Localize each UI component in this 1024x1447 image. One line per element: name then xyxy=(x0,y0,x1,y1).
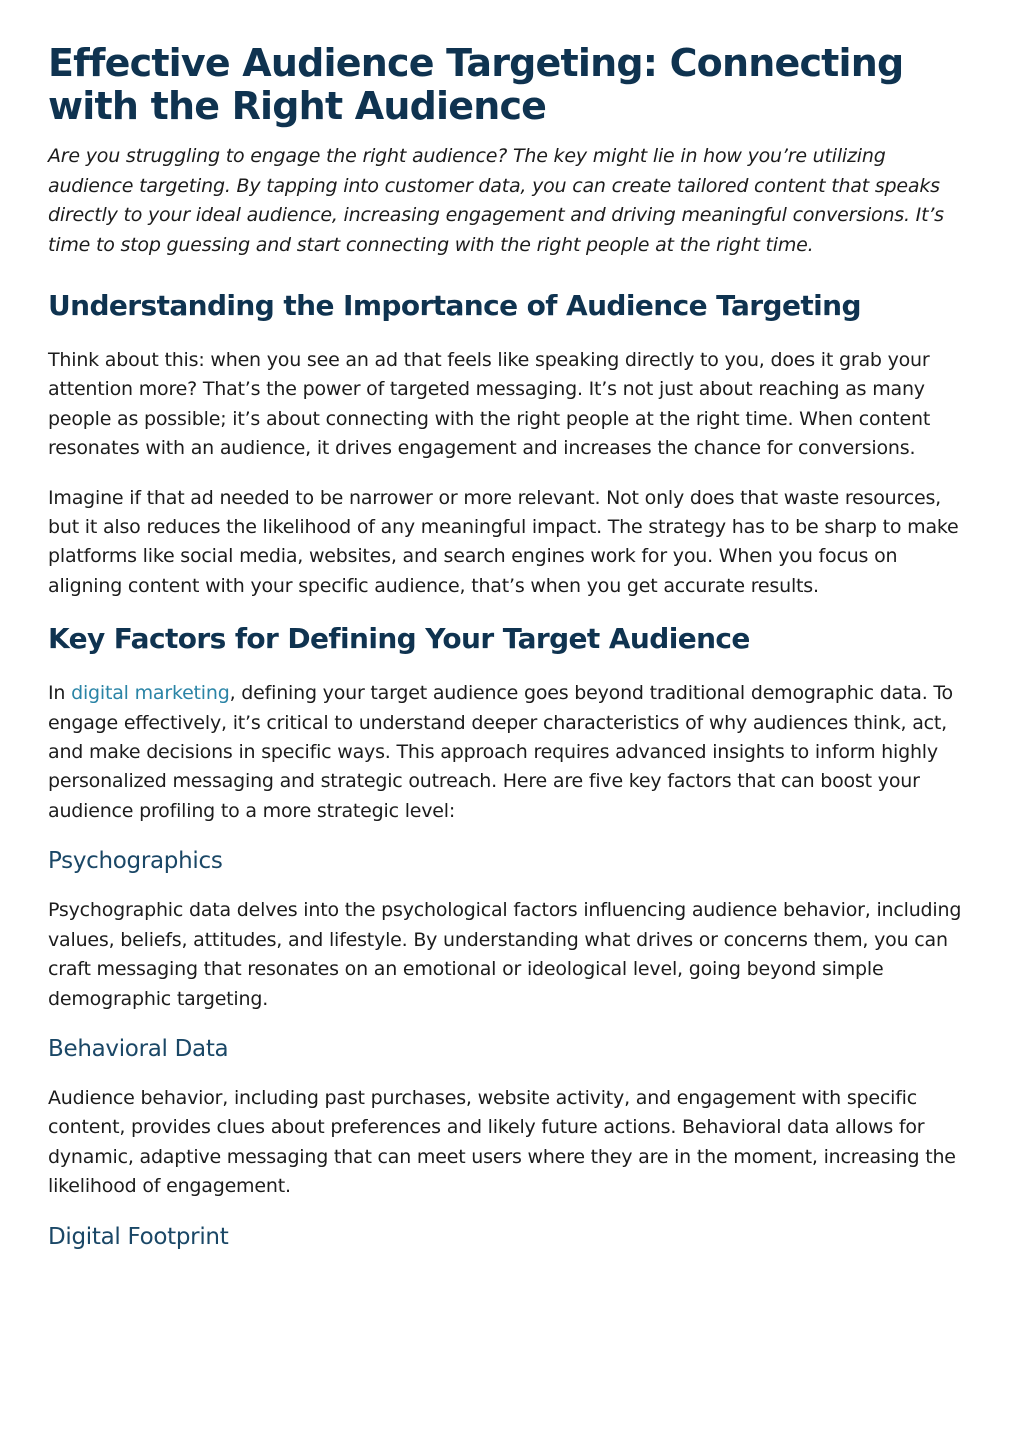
section-paragraph: Imagine if that ad needed to be narrower or more relevant. Not only does that waste resources, but it also reduces the likelihood of any meaningful impact. The strategy has to be sharp to make platforms like social media, websites, and search engines work for you. When you focus on aligning content with your specific audience, that’s when you get accurate results. xyxy=(48,486,959,597)
digital-marketing-link[interactable]: digital marketing xyxy=(71,682,230,705)
subsection-paragraph: Audience behavior, including past purchases, website activity, and engagement with specific content, provides clues about preferences and likely future actions. Behavioral data allows for dynamic, adaptive messaging that can meet users where they are in the moment, increasing the likelihood of engagement. xyxy=(48,1086,956,1198)
article-intro: Are you struggling to engage the right audience? The key might lie in how you’re utilizing audience targeting. By tapping into customer data, you can create tailored content that speaks directly to your ideal audience, increasing engagement and driving meaningful conversions. It’s time to stop guessing and start connecting with the right people at the right time. xyxy=(48,145,944,256)
subsection-heading-digital-footprint: Digital Footprint xyxy=(48,1223,229,1250)
article-title: Effective Audience Targeting: Connecting with the Right Audience xyxy=(48,41,904,128)
subsection-heading-behavioral-data: Behavioral Data xyxy=(48,1035,229,1062)
intro-suffix: , defining your target audience goes beyond traditional demographic data. To engage effectively, it’s critical to understand deeper characteristics of why audiences think, act, and make decisions in specific ways. This approach requires advanced insights to inform highly personalized messaging and strategic outreach. Here are five key factors that can boost your audience profiling to a more strategic level: xyxy=(48,682,953,822)
subsection-heading-psychographics: Psychographics xyxy=(48,848,223,875)
subsection-paragraph: Psychographic data delves into the psychological factors influencing audience behavior, including values, beliefs, attitudes, and lifestyle. By understanding what drives or concerns them, you can craft messaging that resonates on an emotional or ideological level, going beyond simple demographic targeting. xyxy=(48,899,962,1010)
section-heading-importance: Understanding the Importance of Audience Targeting xyxy=(48,289,861,322)
section-paragraph: Think about this: when you see an ad that feels like speaking directly to you, does it grab your attention more? That’s the power of targeted messaging. It’s not just about reaching as many people as possible; it’s about connecting with the right people at the right time. When content resonates with an audience, it drives engagement and increases the chance for conversions. xyxy=(48,349,931,460)
section-heading-key-factors: Key Factors for Defining Your Target Audience xyxy=(48,622,750,656)
intro-prefix: In xyxy=(48,682,72,705)
key-factors-intro xyxy=(48,679,976,826)
